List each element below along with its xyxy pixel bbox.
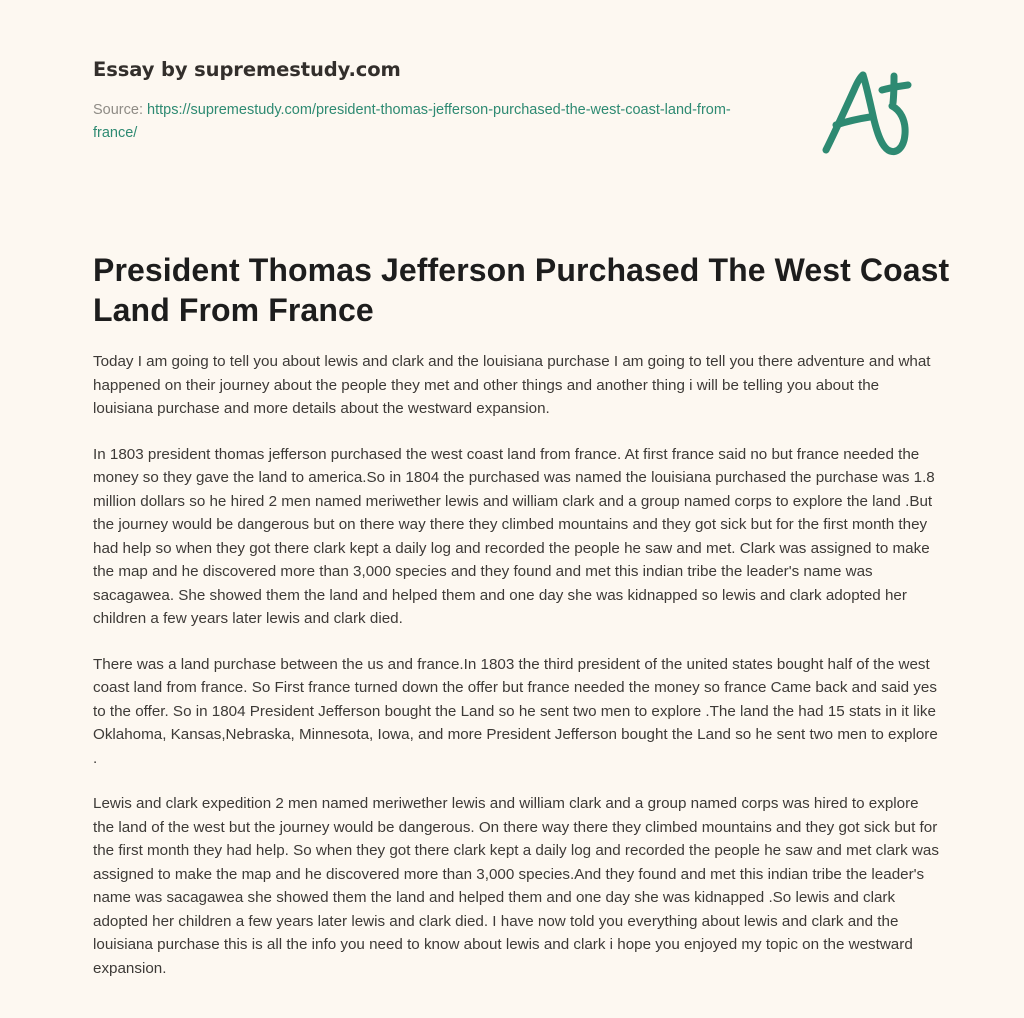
a-plus-logo [812,62,920,170]
page-title: President Thomas Jefferson Purchased The West Coast Land From France [93,252,950,328]
source-line [93,99,733,145]
source-label: Source: [93,102,143,119]
page-header [93,58,793,145]
source-url-link[interactable]: https://supremestudy.com/president-thomas-jefferson-purchased-the-west-coast-land-from-france/ [93,102,731,142]
article-body [93,350,943,980]
paragraph: Lewis and clark expedition 2 men named meriwether lewis and william clark and a group named corps was hired to explore the land of the west but the journey would be dangerous. On there way there they climbed mountains and they got sick but for the first month they had help. So when they got there clark kept a daily log and recorded the people he saw and met clark was assigned to make the map and he discovered more than 3,000 species.And they found and met this indian tribe the leader's name was sacagawea she showed them the land and helped them and one day she was kidnapped .So lewis and clark adopted her children a few years later lewis and clark died. I have now told you everything about lewis and clark and the louisiana purchase this is all the info you need to know about lewis and clark i hope you enjoyed my topic on the westward expansion. [93,795,939,977]
paragraph: There was a land purchase between the us and france.In 1803 the third president of the united states bought half of the west coast land from france. So First france turned down the offer but france needed the money so france Came back and said yes to the offer. So in 1804 President Jefferson bought the Land so he sent two men to explore .The land the had 15 stats in it like Oklahoma, Kansas,Nebraska, Minnesota, Iowa, and more President Jefferson bought the Land so he sent two men to explore . [93,655,938,767]
essay-attribution: Essay by supremestudy.com [93,58,401,81]
paragraph: Today I am going to tell you about lewis and clark and the louisiana purchase I am going to tell you there adventure and what happened on their journey about the people they met and other things and another thing i will be telling you about the louisiana purchase and more details about the westward expansion. [93,353,931,417]
paragraph: In 1803 president thomas jefferson purchased the west coast land from france. At first france said no but france needed the money so they gave the land to america.So in 1804 the purchased was named the louisiana purchased the purchase was 1.8 million dollars so he hired 2 men named meriwether lewis and william clark and a group named corps to explore the land .But the journey would be dangerous but on there way there they climbed mountains and they got sick but for the first month they had help so when they got there clark kept a daily log and recorded the people he saw and met. Clark was assigned to make the map and he discovered more than 3,000 species and they found and met this indian tribe the leader's name was sacagawea. She showed them the land and helped them and one day she was kidnapped so lewis and clark adopted her children a few years later lewis and clark died. [93,445,935,627]
